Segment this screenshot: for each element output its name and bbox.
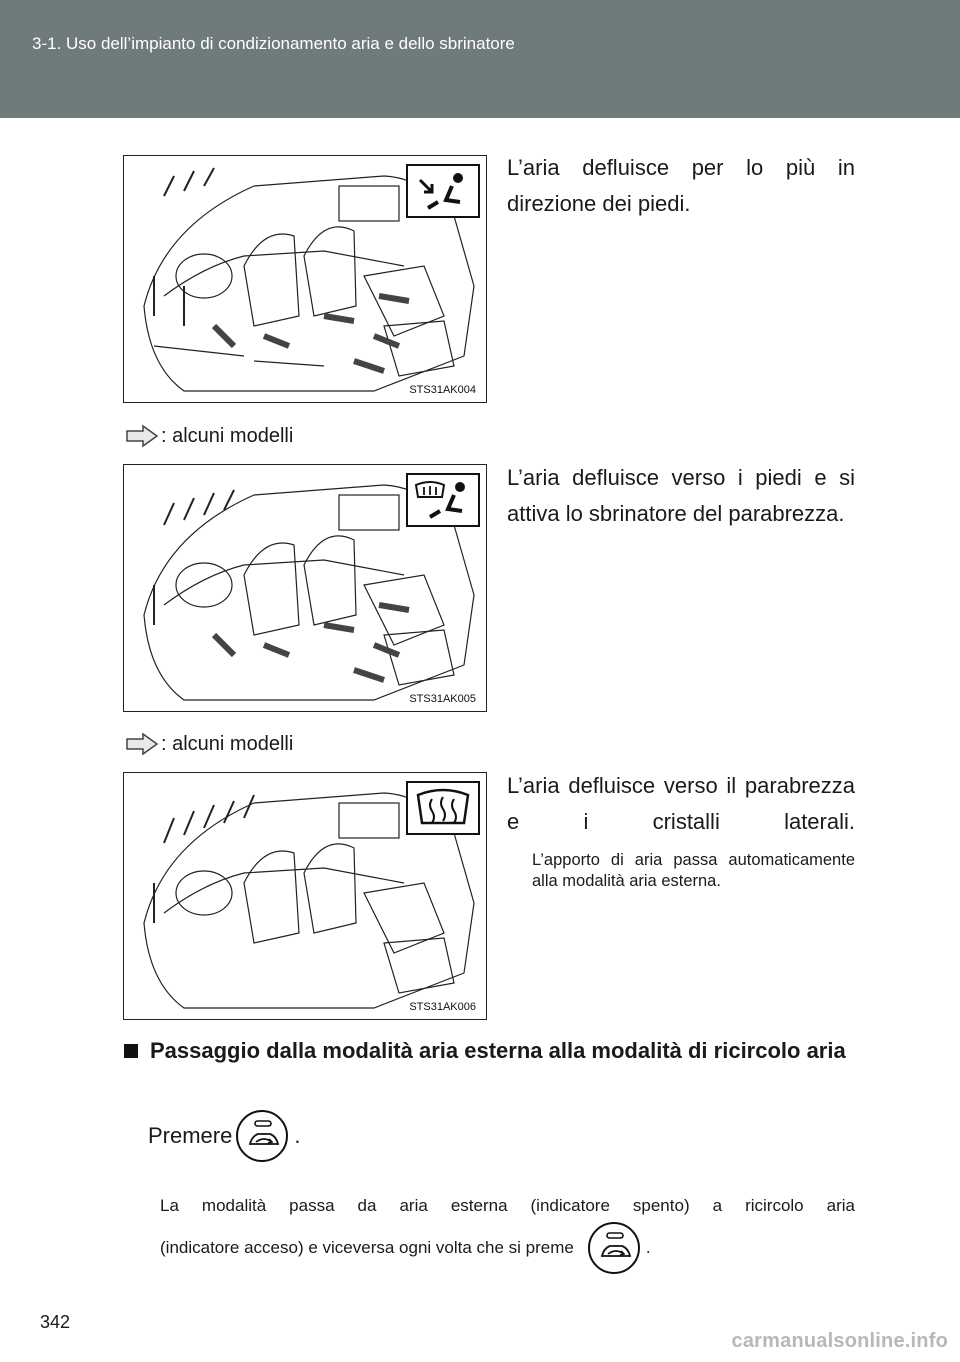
arrow-pointer-icon (125, 424, 159, 448)
press-text: Premere (148, 1123, 233, 1148)
feet-airflow-icon (406, 164, 480, 218)
figure-feet-defrost-mode (123, 464, 487, 712)
windshield-defrost-icon (406, 781, 480, 835)
figure-description (507, 768, 855, 840)
figure-description: L’aria defluisce per lo più in direzione dei piedi. (507, 155, 855, 216)
figure-windshield-defrost-mode (123, 772, 487, 1020)
models-text: : alcuni modelli (161, 424, 294, 447)
press-suffix: . (294, 1123, 301, 1148)
section-title: Passaggio dalla modalità aria esterna alla modalità di ricircolo aria (150, 1038, 846, 1063)
arrow-pointer-icon (125, 732, 159, 756)
models-label (125, 424, 293, 448)
paragraph-suffix: . (645, 1238, 651, 1257)
figure-note: L’apporto di aria passa automaticamente alla modalità aria esterna. (532, 851, 855, 890)
figure-code: STS31AK004 (409, 384, 476, 396)
paragraph-text: La modalità passa da aria esterna (indicatore spento) a ricircolo aria (160, 1196, 855, 1215)
watermark: carmanualsonline.info (731, 1330, 948, 1352)
recirculation-button-icon (236, 1110, 288, 1162)
models-text: : alcuni modelli (161, 732, 294, 755)
section-bullet (124, 1044, 138, 1058)
figure-description-text: L’aria defluisce verso il parabrezza e i cristalli laterali. (507, 773, 855, 834)
page-header (0, 0, 960, 118)
figure-code: STS31AK005 (409, 693, 476, 705)
figure-code: STS31AK006 (409, 1001, 476, 1013)
page-number: 342 (40, 1312, 71, 1332)
figure-description: L’aria defluisce verso i piedi e si attiva lo sbrinatore del parabrezza. (507, 465, 855, 526)
chapter-title: 3-1. Uso dell’impianto di condizionamento aria e dello sbrinatore (32, 34, 515, 53)
paragraph-text: (indicatore acceso) e viceversa ogni volta che si preme (160, 1238, 574, 1257)
recirculation-button-icon (588, 1222, 640, 1274)
paragraph-line (160, 1196, 855, 1216)
models-label (125, 732, 293, 756)
paragraph-line (160, 1222, 651, 1274)
press-instruction (148, 1110, 300, 1162)
figure-feet-mode (123, 155, 487, 403)
feet-defrost-airflow-icon (406, 473, 480, 527)
